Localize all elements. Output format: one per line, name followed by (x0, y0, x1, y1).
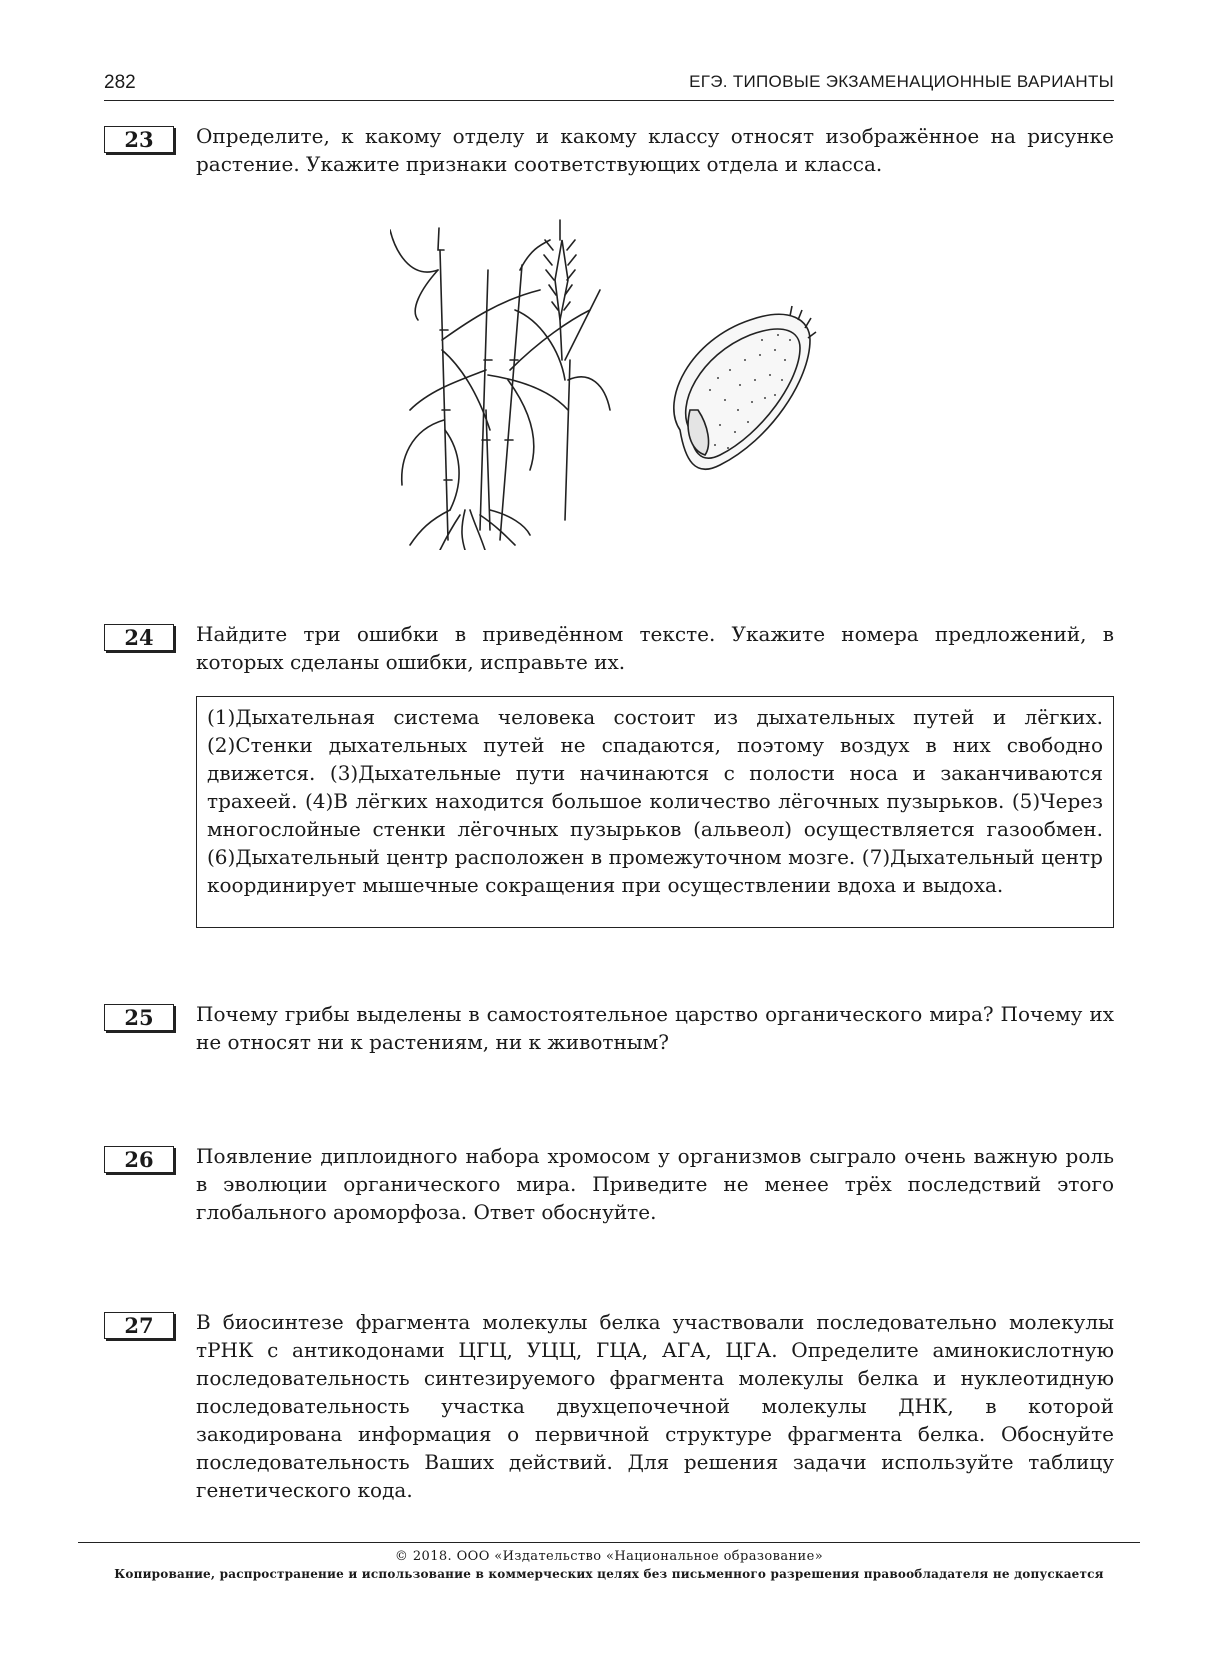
task-24 (104, 620, 1114, 682)
page-number: 282 (104, 72, 136, 93)
task-25 (104, 1000, 1114, 1060)
page-header (104, 66, 1114, 101)
sentence-5: (5)Через многослойные стенки лёгочных пузырьков (альвеол) осуществляется газообмен. (207, 789, 1104, 841)
task-number-box: 25 (104, 1004, 174, 1031)
task-text (196, 1000, 1114, 1056)
task-27 (104, 1308, 1114, 1518)
stem (480, 270, 488, 530)
copyright-notice: © 2018. ООО «Издательство «Национальное образование» (394, 1549, 824, 1564)
sentence-4: (4)В лёгких находится большое количество лёгочных пузырьков. (304, 789, 1005, 813)
task-number-box: 23 (104, 126, 174, 153)
sentence-1: (1)Дыхательная система человека состоит из дыхательных путей и лёгких. (207, 705, 1103, 729)
task-text (196, 1308, 1114, 1504)
task-number-box: 26 (104, 1146, 174, 1173)
sentence-7: (7)Дыхательный центр координирует мышечные сокращения при осуществлении вдоха и выдоха. (207, 845, 1103, 897)
task-prompt: В биосинтезе фрагмента молекулы белка участвовали последовательно молекулы тРНК с антикодонами ЦГЦ, УЦЦ, ГЦА, АГА, ЦГА. Определите аминокислотную последовательность синтезируемого фрагмента молекулы белка и нуклеотидную последовательность участка двухцепочечной молекулы ДНК, в которой закодирована информация о первичной структуре фрагмента белка. Обоснуйте последовательность Ваших действий. Для решения задачи используйте таблицу генетического кода. (196, 1310, 1114, 1502)
sentence-6: (6)Дыхательный центр расположен в промежуточном мозге. (207, 845, 856, 869)
task-26 (104, 1142, 1114, 1232)
task-text (196, 122, 1114, 178)
task-number-box: 24 (104, 624, 174, 651)
task-prompt: Определите, к какому отделу и какому классу относят изображённое на рисунке растение. Укажите признаки соответствующих отдела и класса. (196, 124, 1114, 176)
task-prompt: Найдите три ошибки в приведённом тексте. Укажите номера предложений, в которых сделаны ошибки, исправьте их. (196, 622, 1114, 674)
task-number-box: 27 (104, 1312, 174, 1339)
wheat-plant-drawing (390, 210, 870, 550)
error-text-box (196, 696, 1114, 928)
grain-cross-section (674, 306, 816, 469)
task-23 (104, 122, 1114, 182)
task-text (196, 1142, 1114, 1226)
running-title: ЕГЭ. ТИПОВЫЕ ЭКЗАМЕНАЦИОННЫЕ ВАРИАНТЫ (689, 72, 1114, 91)
sentence-3: (3)Дыхательные пути начинаются с полости носа и заканчиваются трахеей. (207, 761, 1103, 813)
stem (440, 250, 448, 540)
task-text (196, 620, 1114, 676)
wheat-illustration (390, 210, 870, 550)
copying-disclaimer: Копирование, распространение и использование в коммерческих целях без письменного разрешения правообладателя не допускается (114, 1567, 1104, 1581)
task-prompt: Появление диплоидного набора хромосом у организмов сыграло очень важную роль в эволюции органического мира. Приведите не менее трёх последствий этого глобального ароморфоза. Ответ обоснуйте. (196, 1144, 1114, 1224)
footer-divider (78, 1542, 1140, 1543)
task-prompt: Почему грибы выделены в самостоятельное царство органического мира? Почему их не относят ни к растениям, ни к животным? (196, 1002, 1114, 1054)
stem (500, 265, 522, 540)
sentence-2: (2)Стенки дыхательных путей не спадаются, поэтому воздух в них свободно движется. (207, 733, 1103, 785)
